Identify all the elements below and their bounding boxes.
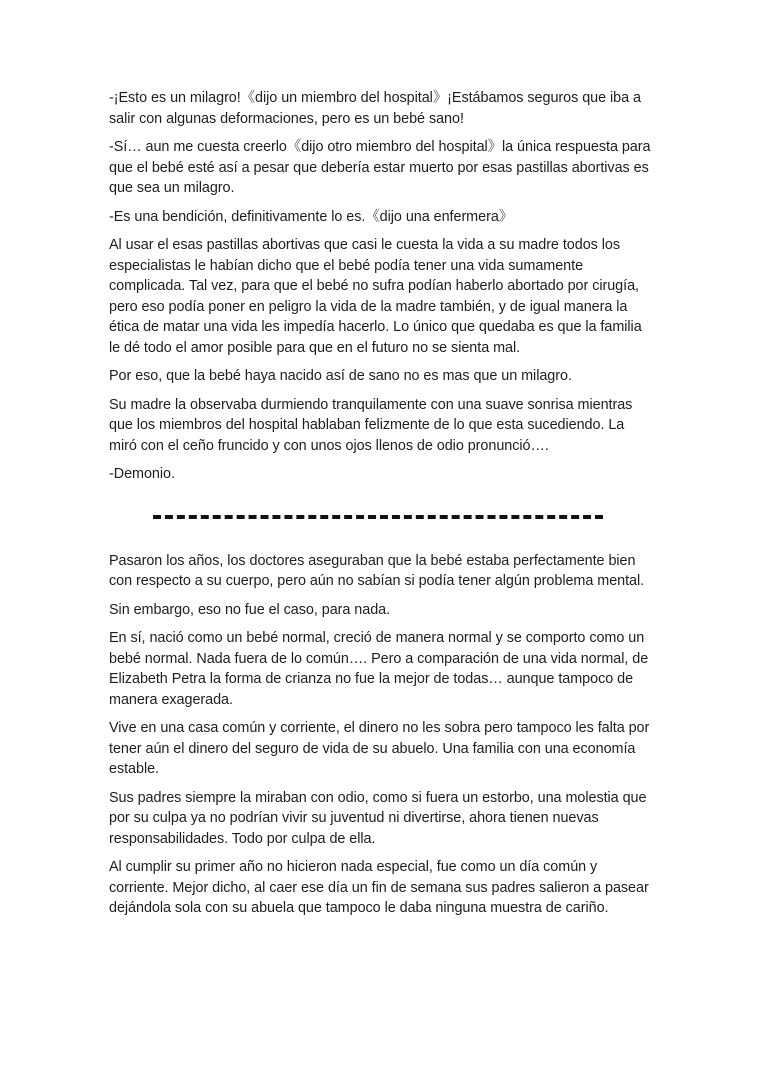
paragraph: -Demonio.: [109, 466, 175, 482]
paragraph: -Es una bendición, definitivamente lo es.《dijo una enfermera》: [109, 208, 514, 225]
paragraph: Sin embargo, eso no fue el caso, para nada.: [109, 601, 391, 618]
section-separator: [109, 493, 654, 551]
paragraph: Sus padres siempre la miraban con odio, como si fuera un estorbo, una molestia que por su culpa ya no podrían vivir su juventud ni divertirse, ahora tienen nuevas responsabilidades. Todo por culpa de ella.: [109, 789, 647, 847]
paragraph: -¡Esto es un milagro!《dijo un miembro del hospital》¡Estábamos seguros que iba a salir con algunas deformaciones, pero es un bebé sano!: [109, 90, 641, 127]
paragraph: Vive en una casa común y corriente, el dinero no les sobra pero tampoco les falta por tener aún el dinero del seguro de vida de su abuelo. Una familia con una economía estable.: [109, 720, 650, 777]
paragraph: Pasaron los años, los doctores aseguraban que la bebé estaba perfectamente bien con respecto a su cuerpo, pero aún no sabían si podía tener algún problema mental.: [109, 552, 645, 589]
dashed-divider: [153, 515, 603, 519]
paragraph: -Sí… aun me cuesta creerlo《dijo otro miembro del hospital》la única respuesta para que el bebé esté así a pesar que debería estar muerto por esas pastillas abortivas es que sea un milagro.: [109, 139, 651, 196]
document-body: [109, 88, 654, 927]
paragraph: Por eso, que la bebé haya nacido así de sano no es mas que un milagro.: [109, 368, 572, 384]
paragraph: Al cumplir su primer año no hicieron nada especial, fue como un día común y corriente. Mejor dicho, al caer ese día un fin de semana sus padres salieron a pasear dejándola sola con su abuela que tampoco le daba ninguna muestra de cariño.: [109, 859, 649, 916]
paragraph: En sí, nació como un bebé normal, creció de manera normal y se comporto como un bebé normal. Nada fuera de lo común…. Pero a comparación de una vida normal, de Elizabeth Petra la forma de crianza no fue la mejor de todas… aunque tampoco de manera exagerada.: [109, 630, 649, 708]
paragraph: Su madre la observaba durmiendo tranquilamente con una suave sonrisa mientras que los miembros del hospital hablaban felizmente de lo que esta sucediendo. La miró con el ceño fruncido y con unos ojos llenos de odio pronunció….: [109, 396, 633, 454]
paragraph: Al usar el esas pastillas abortivas que casi le cuesta la vida a su madre todos los especialistas le habían dicho que el bebé podía tener una vida sumamente complicada. Tal vez, para que el bebé no sufra podían haberlo abortado por cirugía, pero eso podía poner en peligro la vida de la madre también, y de igual manera la ética de matar una vida les impedía hacerlo. Lo único que quedaba es que la familia le dé todo el amor posible para que en el futuro no se sienta mal.: [109, 237, 642, 356]
